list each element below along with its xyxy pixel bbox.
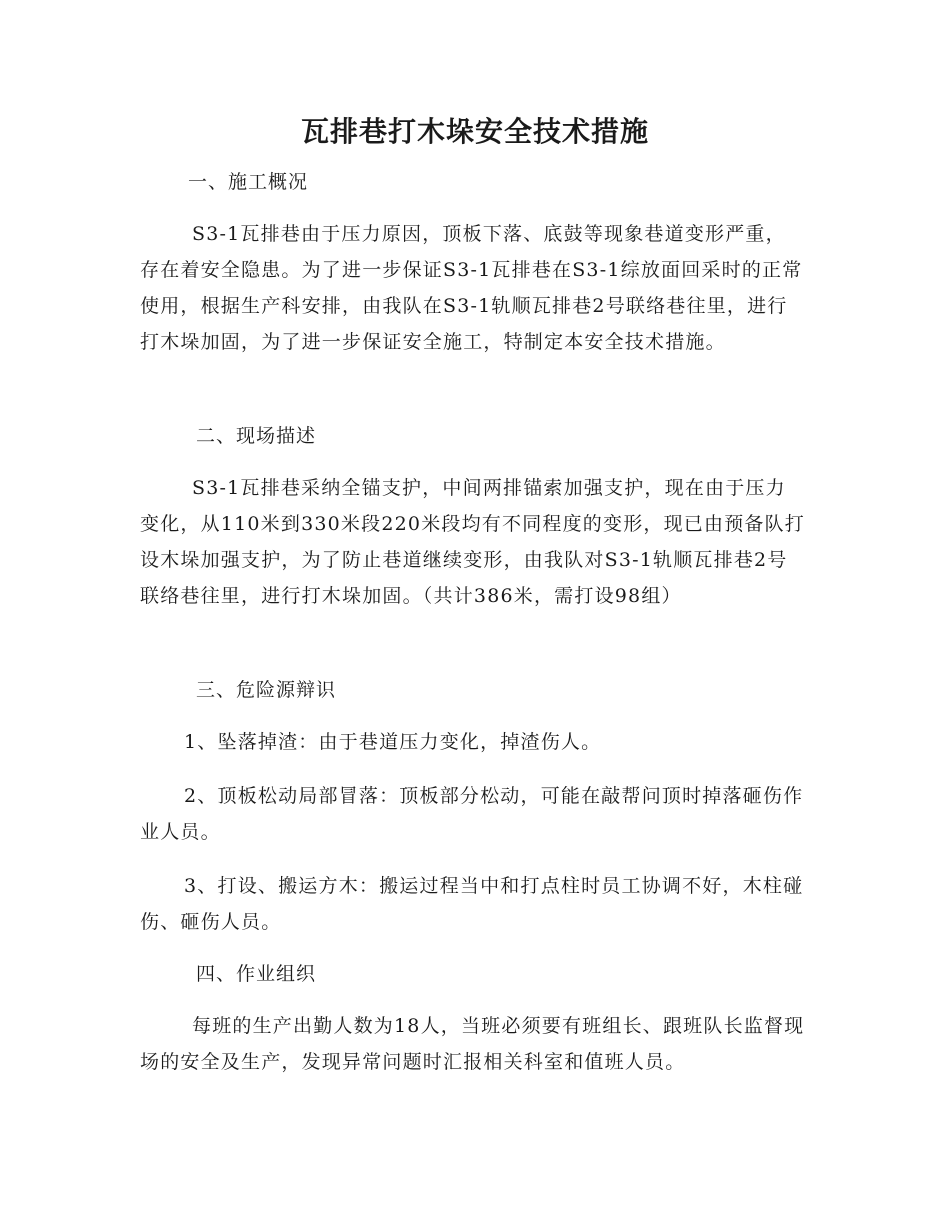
paragraph-site-description: S3-1瓦排巷采纳全锚支护，中间两排锚索加强支护，现在由于压力变化，从110米到330米段220米段均有不同程度的变形，现已由预备队打设木垛加强支护，为了防止巷道继续变形，由我队对S3-1轨顺瓦排巷2号联络巷往里，进行打木垛加固。（共计386米，需打设98组） bbox=[140, 477, 805, 607]
hazard-item-1: 1、坠落掉渣：由于巷道压力变化，掉渣伤人。 bbox=[184, 731, 602, 753]
paragraph-overview: S3-1瓦排巷由于压力原因，顶板下落、底鼓等现象巷道变形严重，存在着安全隐患。为了进一步保证S3-1瓦排巷在S3-1综放面回采时的正常使用，根据生产科安排，由我队在S3-1轨顺瓦排巷2号联络巷往里，进行打木垛加固，为了进一步保证安全施工，特制定本安全技术措施。 bbox=[140, 223, 803, 353]
section-heading-site-description: 二、现场描述 bbox=[196, 425, 317, 447]
section-heading-work-organization: 四、作业组织 bbox=[196, 963, 317, 985]
hazard-item-3: 3、打设、搬运方木：搬运过程当中和打点柱时员工协调不好，木柱碰伤、砸伤人员。 bbox=[140, 875, 804, 933]
document-title: 瓦排巷打木垛安全技术措施 bbox=[300, 115, 649, 148]
section-heading-hazard-identification: 三、危险源辩识 bbox=[196, 679, 337, 701]
section-heading-overview: 一、施工概况 bbox=[188, 171, 309, 193]
paragraph-work-organization: 每班的生产出勤人数为18人，当班必须要有班组长、跟班队长监督现场的安全及生产，发现异常问题时汇报相关科室和值班人员。 bbox=[140, 1015, 805, 1073]
hazard-item-2: 2、顶板松动局部冒落：顶板部分松动，可能在敲帮问顶时掉落砸伤作业人员。 bbox=[140, 785, 804, 843]
